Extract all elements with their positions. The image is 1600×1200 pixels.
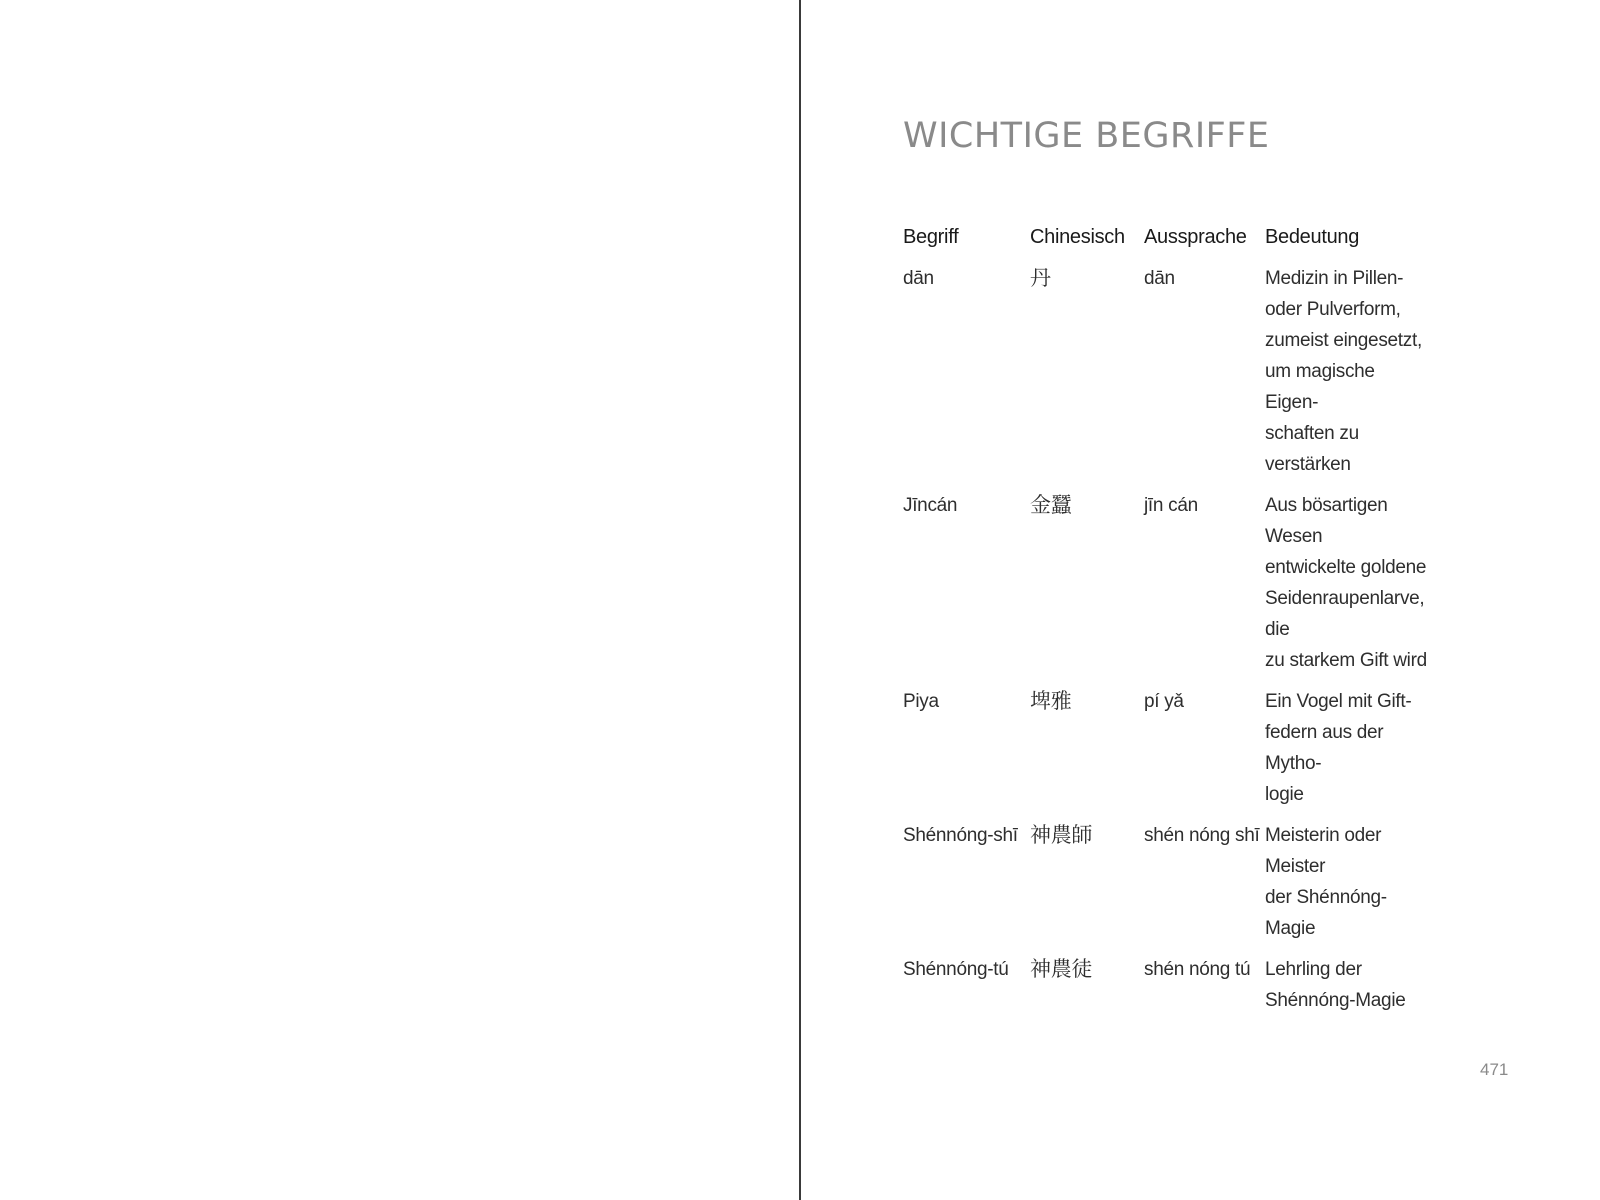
term-cell: dān — [903, 268, 934, 289]
term-cell: Shénnóng-shī — [903, 825, 1018, 846]
meaning-cell — [1265, 263, 1430, 490]
column-header-meaning: Bedeutung — [1265, 226, 1360, 248]
pronunciation-cell: shén nóng tú — [1144, 959, 1251, 980]
pronunciation-cell: shén nóng shī — [1144, 825, 1260, 846]
term-cell: Shénnóng-tú — [903, 959, 1009, 980]
chinese-cell: 金蠶 — [1030, 493, 1072, 517]
chinese-cell: 丹 — [1030, 266, 1051, 290]
meaning-line: Lehrling der — [1265, 959, 1362, 980]
chinese-cell: 埤雅 — [1030, 689, 1072, 713]
meaning-line: um magische Eigen- — [1265, 361, 1375, 413]
meaning-line: zu starkem Gift wird — [1265, 650, 1427, 671]
meaning-line: Medizin in Pillen- — [1265, 268, 1404, 289]
column-header-term: Begriff — [903, 226, 959, 248]
table-row — [903, 490, 1430, 686]
right-page — [801, 0, 1600, 1200]
meaning-line: oder Pulverform, — [1265, 299, 1401, 320]
pronunciation-cell: pí yǎ — [1144, 691, 1184, 712]
meaning-cell — [1265, 490, 1430, 686]
meaning-line: federn aus der Mytho- — [1265, 722, 1384, 774]
term-cell: Jīncán — [903, 495, 958, 516]
meaning-cell — [1265, 820, 1430, 954]
meaning-line: der Shénnóng-Magie — [1265, 887, 1387, 939]
meaning-line: entwickelte goldene — [1265, 557, 1427, 578]
meaning-line: Ein Vogel mit Gift- — [1265, 691, 1412, 712]
table-row — [903, 686, 1430, 820]
meaning-line: zumeist eingesetzt, — [1265, 330, 1422, 351]
chinese-cell: 神農徒 — [1030, 957, 1093, 981]
table-row — [903, 820, 1430, 954]
page-title: WICHTIGE BEGRIFFE — [903, 116, 1270, 156]
left-page — [0, 0, 799, 1200]
chinese-cell: 神農師 — [1030, 823, 1093, 847]
meaning-cell — [1265, 954, 1430, 1026]
meaning-cell — [1265, 686, 1430, 820]
pronunciation-cell: dān — [1144, 268, 1175, 289]
meaning-line: logie — [1265, 784, 1304, 805]
meaning-line: Seidenraupenlarve, die — [1265, 588, 1425, 640]
terms-table — [903, 222, 1430, 1026]
table-row — [903, 263, 1430, 490]
table-row — [903, 954, 1430, 1026]
meaning-line: Aus bösartigen Wesen — [1265, 495, 1388, 547]
pronunciation-cell: jīn cán — [1144, 495, 1198, 516]
column-header-chinese: Chinesisch — [1030, 226, 1125, 248]
meaning-line: Meisterin oder Meister — [1265, 825, 1382, 877]
term-cell: Piya — [903, 691, 939, 712]
meaning-line: Shénnóng-Magie — [1265, 990, 1406, 1011]
column-header-pronunciation: Aussprache — [1144, 226, 1247, 248]
page-number: 471 — [1480, 1060, 1509, 1079]
meaning-line: schaften zu verstärken — [1265, 423, 1359, 475]
table-header-row — [903, 222, 1430, 263]
